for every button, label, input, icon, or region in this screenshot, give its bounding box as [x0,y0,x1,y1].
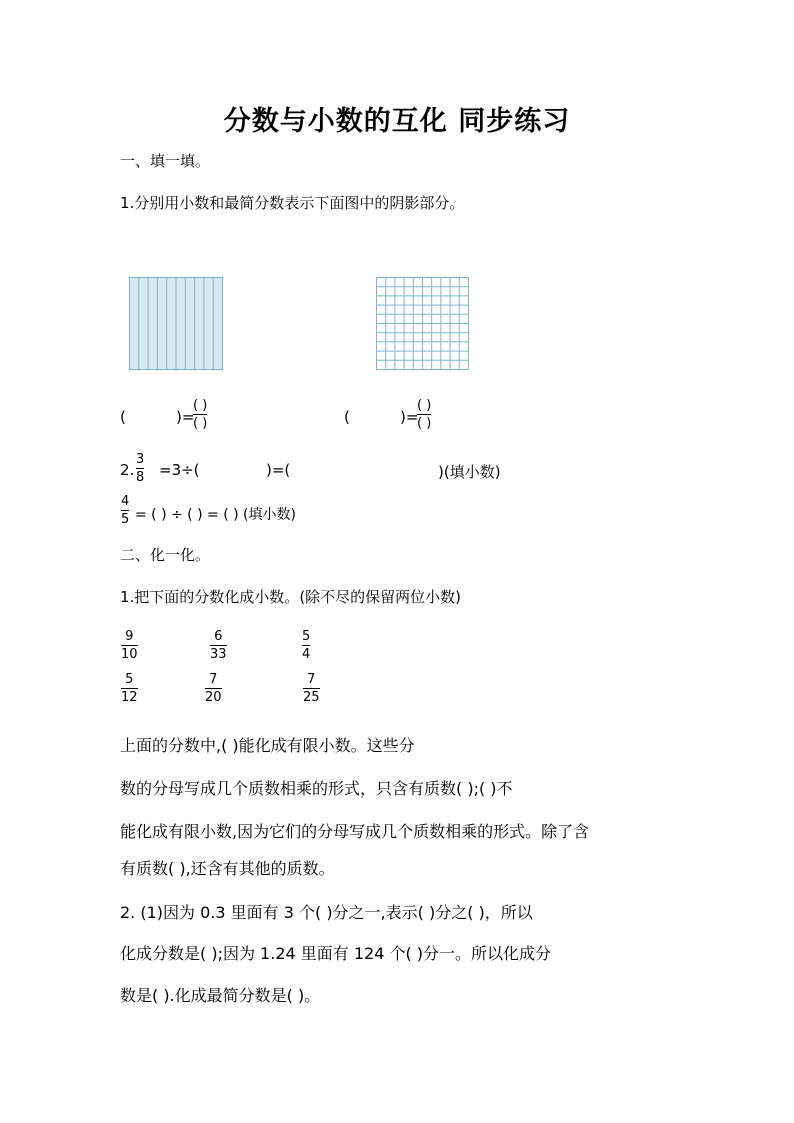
frac-num: 9 [125,629,134,644]
para-line-3: 能化成有限小数,因为它们的分母写成几个质数相乘的形式。除了含 [120,822,590,841]
frac-num: 7 [209,672,218,687]
frac-den: 4 [302,647,311,662]
answer1-close: )= [176,408,195,426]
frac-den: 33 [210,647,227,662]
answer2-frac-num: ( ) [417,398,432,413]
para-line-4: 有质数( ),还含有其他的质数。 [120,859,335,878]
q2-fraction-3-8 [136,452,144,485]
fraction-5-12 [121,672,138,705]
q2-frac1-num: 3 [136,452,145,467]
section2-heading: 二、化一化。 [120,546,211,564]
answer2-fraction [417,398,431,431]
q2-prefix: 2. [120,461,135,479]
q2-line1-b: )=( [266,461,291,479]
frac-den: 10 [121,647,138,662]
fraction-7-20 [205,672,222,705]
strip-figure [129,277,224,371]
frac-den: 20 [205,690,222,705]
q2-line2: = ( ) ÷ ( ) = ( ) (填小数) [135,507,296,523]
s2-q1-text: 1.把下面的分数化成小数。(除不尽的保留两位小数) [120,588,462,606]
q2-frac2-den: 5 [121,512,130,527]
grid-figure [376,277,470,371]
frac-num: 7 [307,672,316,687]
frac-num: 5 [125,672,134,687]
answer1-fraction [193,398,207,431]
frac-den: 25 [303,690,320,705]
frac-num: 5 [302,629,311,644]
para-line-2: 数的分母写成几个质数相乘的形式，只含有质数( );( )不 [120,779,513,798]
q2-2-line-3: 数是( ).化成最简分数是( )。 [120,986,321,1005]
q2-frac2-num: 4 [121,494,130,509]
fraction-5-4 [302,629,310,662]
answer2-frac-den: ( ) [417,416,432,431]
answer2-open: ( [344,408,350,426]
q2-fraction-4-5 [121,494,129,527]
answer2-close: )= [400,408,419,426]
section1-heading: 一、填一填。 [120,152,211,170]
fraction-7-25 [303,672,320,705]
q2-2-line-1: 2. (1)因为 0.3 里面有 3 个( )分之一,表示( )分之( )，所以 [120,903,533,922]
fraction-9-10 [121,629,138,662]
answer1-frac-num: ( ) [193,398,208,413]
q2-line1-a: =3÷( [159,461,200,479]
answer1-open: ( [120,408,126,426]
q2-line1-c: )(填小数) [438,463,501,481]
frac-num: 6 [214,629,223,644]
fraction-6-33 [210,629,227,662]
q2-frac1-den: 8 [136,470,145,485]
page-title: 分数与小数的互化 同步练习 [223,106,571,137]
frac-den: 12 [121,690,138,705]
answer1-frac-den: ( ) [193,416,208,431]
q2-2-line-2: 化成分数是( );因为 1.24 里面有 124 个( )分一。所以化成分 [120,944,552,963]
para-line-1: 上面的分数中,( )能化成有限小数。这些分 [120,736,415,755]
q1-text: 1.分别用小数和最简分数表示下面图中的阴影部分。 [120,194,465,212]
